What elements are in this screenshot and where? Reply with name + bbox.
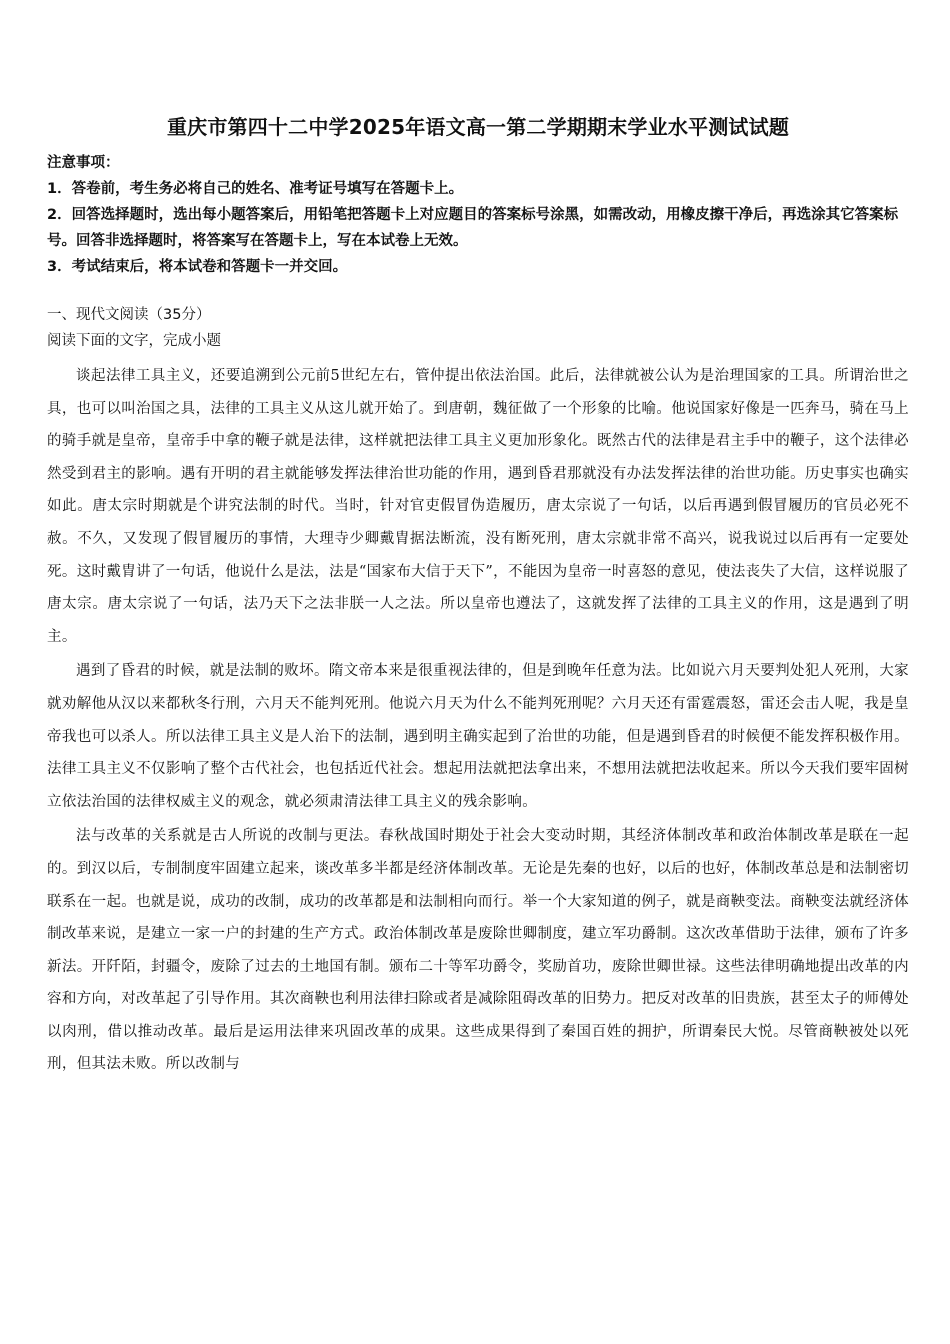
notice-heading: 注意事项： — [47, 155, 120, 171]
passage-paragraph-3: 法与改革的关系就是古人所说的改制与更法。春秋战国时期处于社会大变动时期，其经济体制改革和政治体制改革是联在一起的。到汉以后，专制制度牢固建立起来，谈改革多半都是经济体制改革。无论是先秦的也好，以后的也好，体制改革总是和法制密切联系在一起。也就是说，成功的改制，成功的改革都是和法制相向而行。举一个大家知道的例子，就是商鞅变法。商鞅变法就经济体制改革来说，是建立一家一户的封建的生产方式。政治体制改革是废除世卿制度，建立军功爵制。这次改革借助于法律，颁布了许多新法。开阡陌，封疆令，废除了过去的土地国有制。颁布二十等军功爵令，奖励首功，废除世卿世禄。这些法律明确地提出改革的内容和方向，对改革起了引导作用。其次商鞅也利用法律扫除或者是减除阻碍改革的旧势力。把反对改革的旧贵族，甚至太子的师傅处以肉刑，借以推动改革。最后是运用法律来巩固改革的成果。这些成果得到了秦国百姓的拥护，所谓秦民大悦。尽管商鞅被处以死刑，但其法未败。所以改制与 — [47, 828, 909, 1073]
notice-block — [47, 150, 909, 280]
exam-title: 重庆市第四十二中学2025年语文高一第二学期期末学业水平测试试题 — [166, 115, 790, 139]
passage-paragraph-2: 遇到了昏君的时候，就是法制的败坏。隋文帝本来是很重视法律的，但是到晚年任意为法。比如说六月天要判处犯人死刑，大家就劝解他从汉以来都秋冬行刑，六月天不能判死刑。他说六月天为什么不能判死刑呢？六月天还有雷霆震怒，雷还会击人呢，我是皇帝我也可以杀人。所以法律工具主义是人治下的法制，遇到明主确实起到了治世的功能，但是遇到昏君的时候便不能发挥积极作用。法律工具主义不仅影响了整个古代社会，也包括近代社会。想起用法就把法拿出来，不想用法就把法收起来。所以今天我们要牢固树立依法治国的法律权威主义的观念，就必须肃清法律工具主义的残余影响。 — [47, 663, 909, 810]
notice-item-2: 2．回答选择题时，选出每小题答案后，用铅笔把答题卡上对应题目的答案标号涂黑，如需改动，用橡皮擦干净后，再选涂其它答案标号。回答非选择题时，将答案写在答题卡上，写在本试卷上无效。 — [47, 207, 899, 249]
notice-item-3: 3．考试结束后，将本试卷和答题卡一并交回。 — [47, 259, 348, 275]
section-instruction: 阅读下面的文字，完成小题 — [47, 333, 221, 349]
section-heading: 一、现代文阅读（35分） — [47, 307, 211, 323]
exam-page — [47, 112, 909, 1083]
passage-paragraph-1: 谈起法律工具主义，还要追溯到公元前5世纪左右，管仲提出依法治国。此后，法律就被公认为是治理国家的工具。所谓治世之具，也可以叫治国之具，法律的工具主义从这儿就开始了。到唐朝，魏征做了一个形象的比喻。他说国家好像是一匹奔马，骑在马上的骑手就是皇帝，皇帝手中拿的鞭子就是法律，这样就把法律工具主义更加形象化。既然古代的法律是君主手中的鞭子，这个法律必然受到君主的影响。遇有开明的君主就能够发挥法律治世功能的作用，遇到昏君那就没有办法发挥法律的治世功能。历史事实也确实如此。唐太宗时期就是个讲究法制的时代。当时，针对官吏假冒伪造履历，唐太宗说了一句话，以后再遇到假冒履历的官员必死不赦。不久，又发现了假冒履历的事情，大理寺少卿戴胄据法断流，没有断死刑，唐太宗就非常不高兴，说我说过以后再有一定要处死。这时戴胄讲了一句话，他说什么是法，法是“国家布大信于天下”，不能因为皇帝一时喜怒的意见，使法丧失了大信，这样说服了唐太宗。唐太宗说了一句话，法乃天下之法非朕一人之法。所以皇帝也遵法了，这就发挥了法律的工具主义的作用，这是遇到了明主。 — [47, 368, 909, 645]
notice-item-1: 1．答卷前，考生务必将自己的姓名、准考证号填写在答题卡上。 — [47, 181, 464, 197]
